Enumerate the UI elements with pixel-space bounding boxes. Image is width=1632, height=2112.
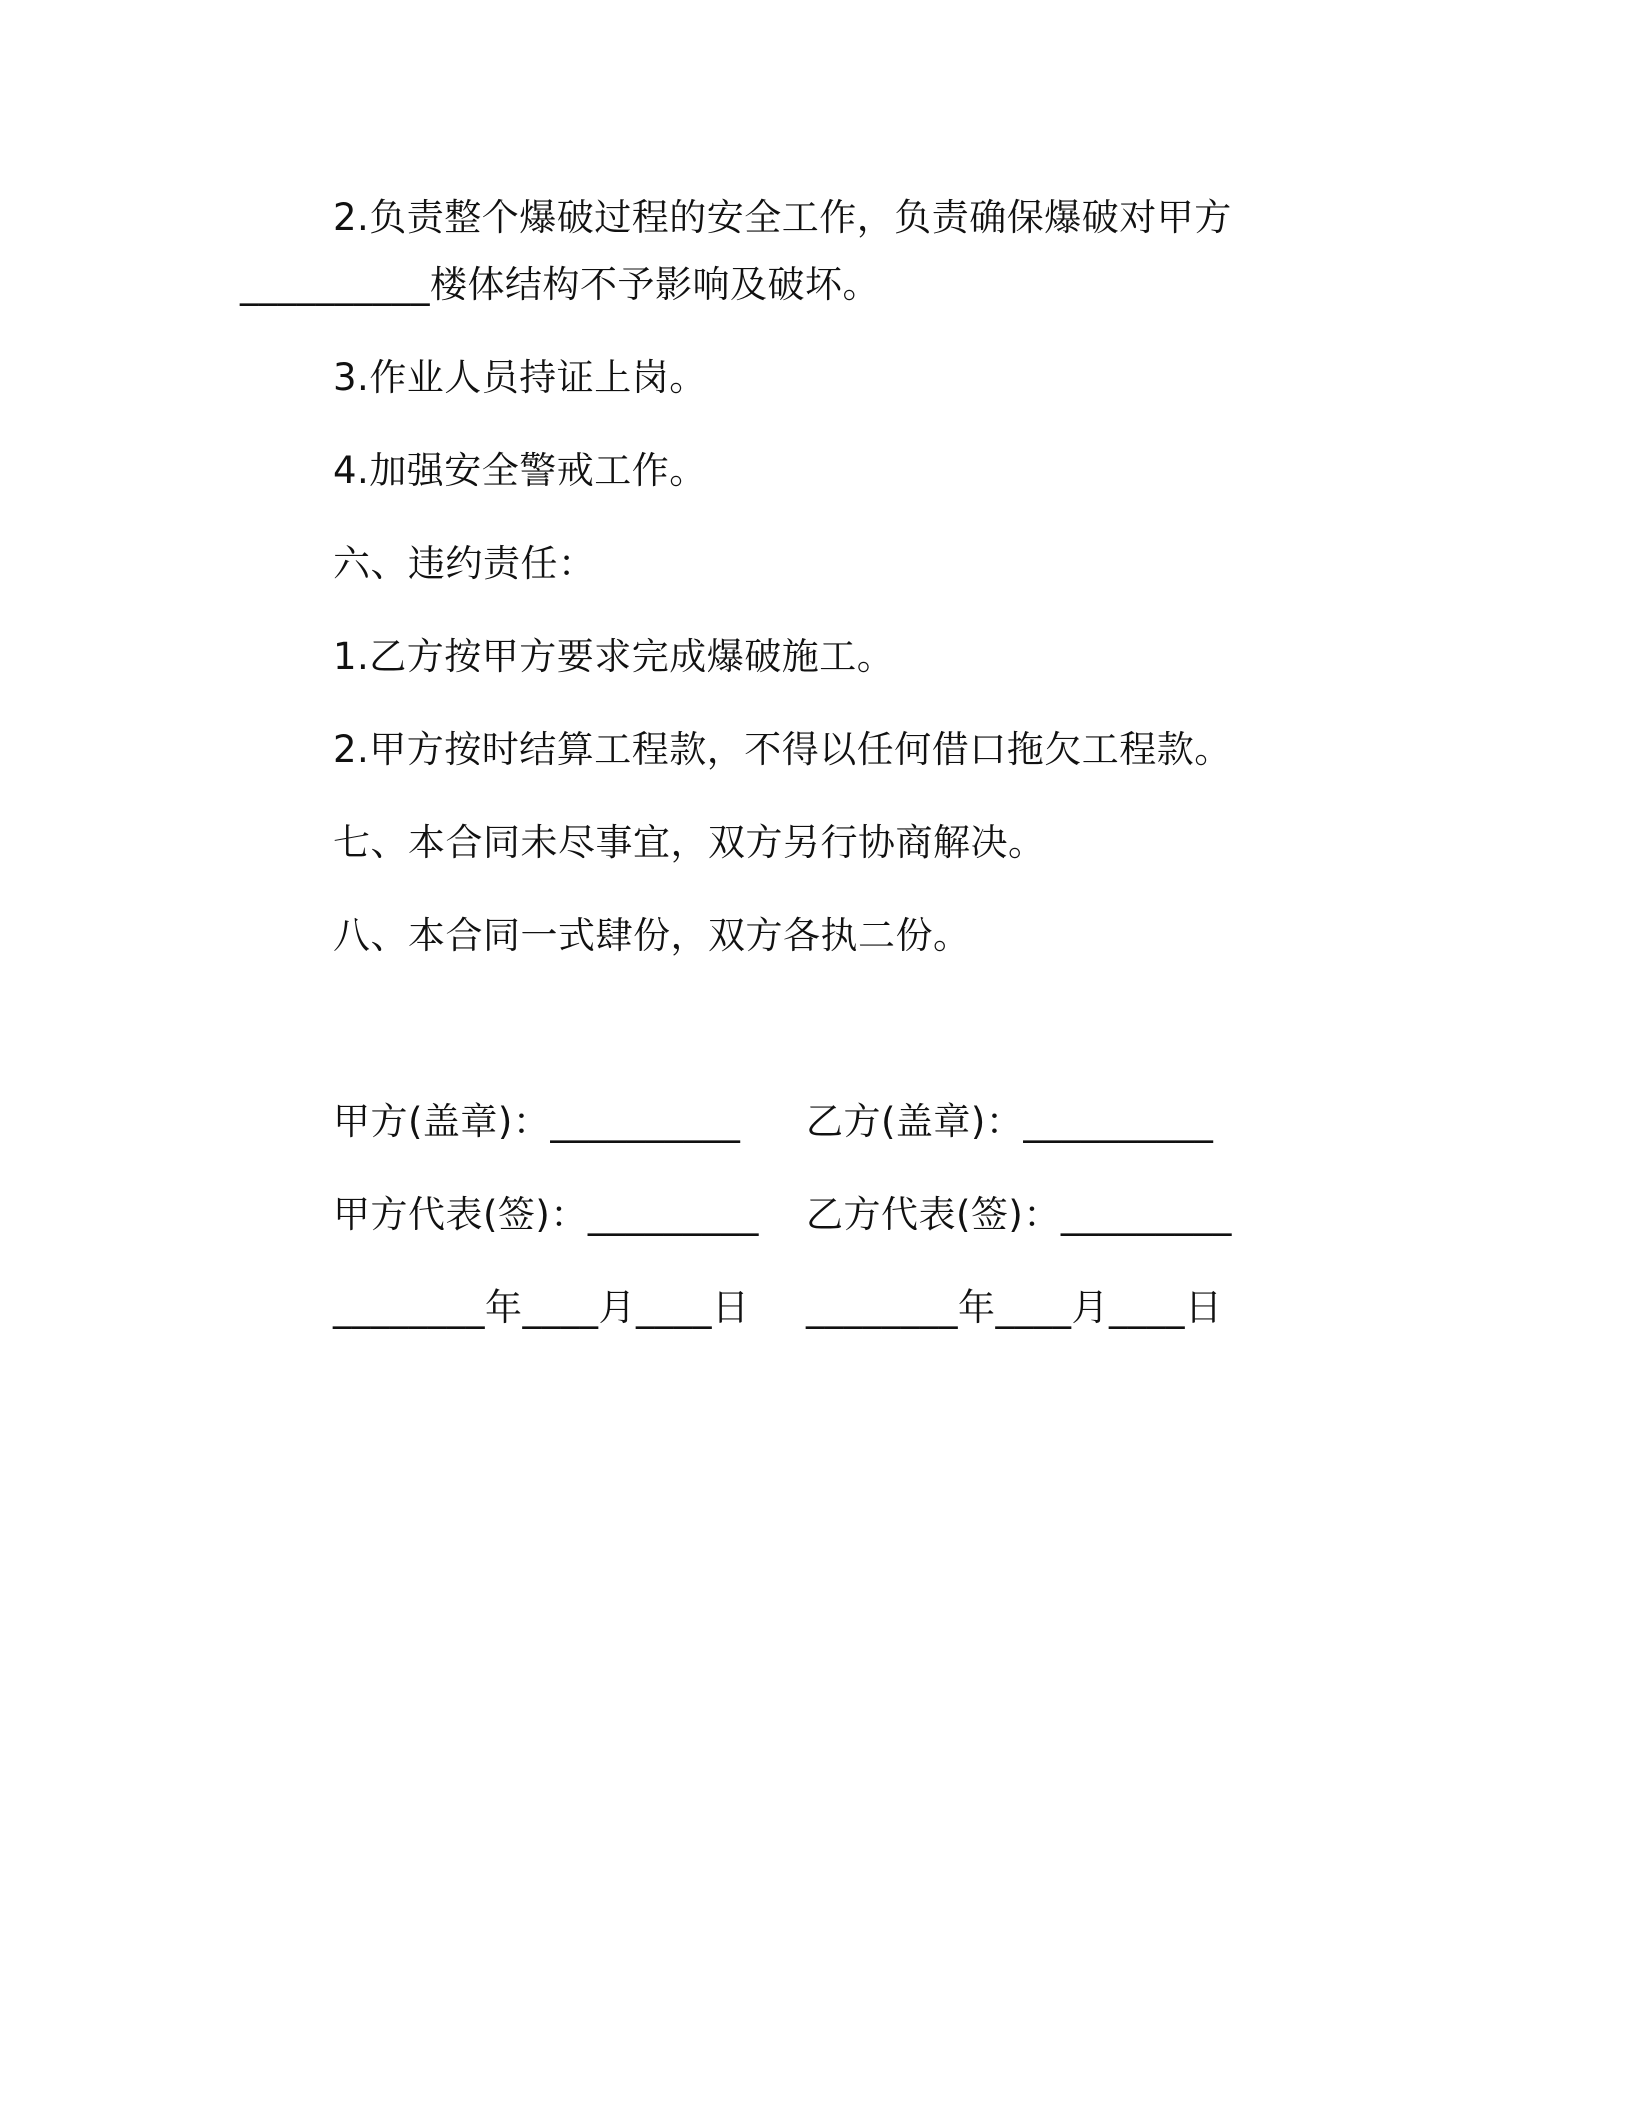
party-a-date-field: ________年____月____日 [333,1286,750,1329]
party-b-representative-field: 乙方代表(签)：_________ [806,1193,1232,1236]
section-8: 八、本合同一式肆份，双方各执二份。 [333,914,971,957]
item-number: 4. [333,449,370,492]
item-number: 3. [333,356,370,399]
party-a-representative-field: 甲方代表(签)：_________ [333,1193,759,1236]
section-6-item-2: 2.甲方按时结算工程款，不得以任何借口拖欠工程款。 [333,728,1232,771]
clause-5-item-4 [333,446,707,496]
section-7: 七、本合同未尽事宜，双方另行协商解决。 [333,821,1046,864]
item-text: 负责整个爆破过程的安全工作，负责确保爆破对甲方 [369,196,1232,239]
clause-5-item-2-line-1 [333,193,1232,243]
party-b-date-field: ________年____月____日 [806,1286,1223,1329]
item-number: 2. [333,196,370,239]
clause-5-item-3 [333,353,707,403]
item-text: 加强安全警戒工作。 [369,449,707,492]
clause-5-item-2-line-2: __________楼体结构不予影响及破坏。 [240,263,880,306]
party-b-seal-field: 乙方(盖章)：__________ [806,1100,1214,1143]
item-text: 作业人员持证上岗。 [369,356,707,399]
party-a-seal-field: 甲方(盖章)：__________ [333,1100,741,1143]
section-6-item-1: 1.乙方按甲方要求完成爆破施工。 [333,635,895,678]
section-6-heading: 六、违约责任： [333,542,596,585]
